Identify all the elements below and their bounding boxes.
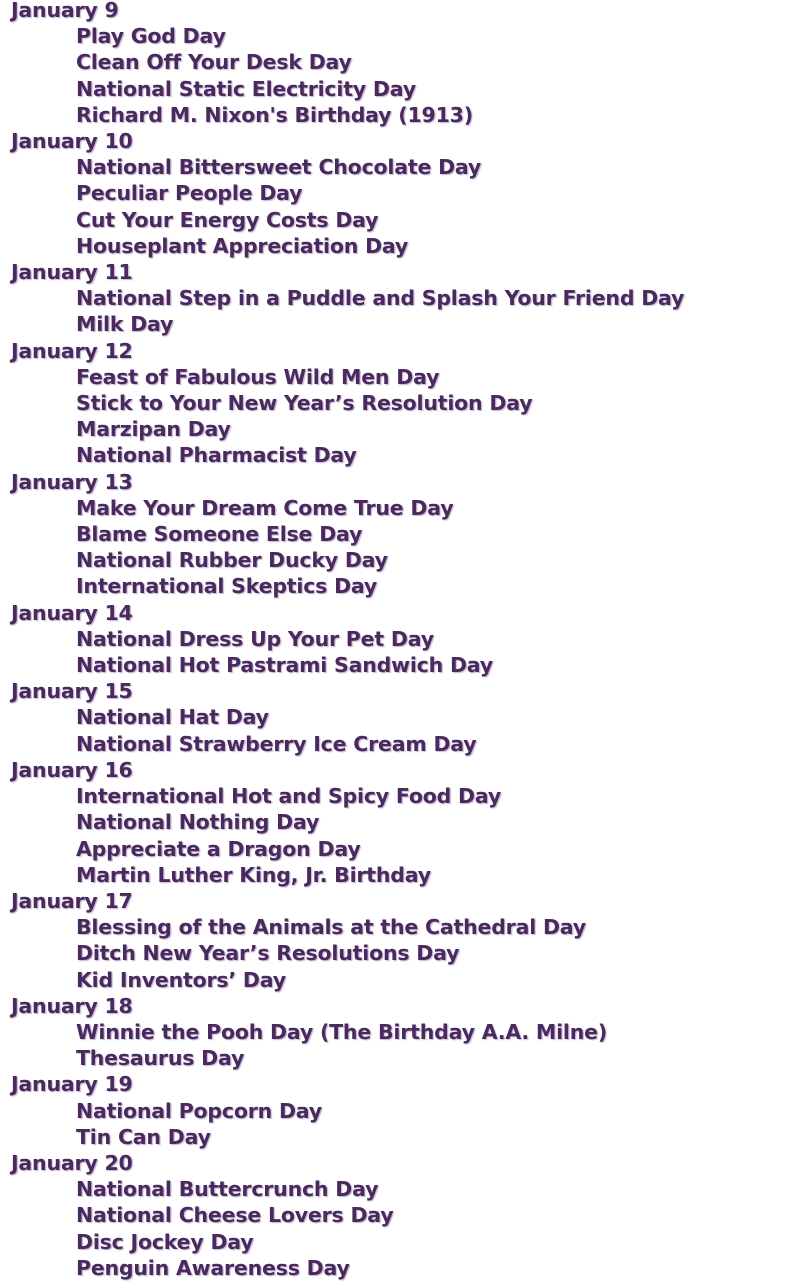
observance-item: National Hat Day (76, 705, 269, 730)
observance-item: Blessing of the Animals at the Cathedral Day (76, 915, 586, 940)
observance-list (11, 704, 791, 756)
day-group (11, 338, 791, 469)
day-group (11, 469, 791, 600)
observance-item: Thesaurus Day (76, 1046, 245, 1071)
observance-item: Clean Off Your Desk Day (76, 50, 352, 75)
observance-item: National Static Electricity Day (76, 76, 416, 101)
observance-item: National Hot Pastrami Sandwich Day (76, 653, 493, 678)
observance-item: National Dress Up Your Pet Day (76, 626, 434, 651)
observance-item: Feast of Fabulous Wild Men Day (76, 364, 440, 389)
observance-list (11, 626, 791, 678)
day-heading: January 20 (11, 1150, 133, 1175)
observance-item: Make Your Dream Come True Day (76, 495, 454, 520)
observance-item: Peculiar People Day (76, 181, 303, 206)
day-group (11, 757, 791, 888)
observance-list (11, 1176, 791, 1281)
observance-list (11, 495, 791, 600)
observance-item: National Popcorn Day (76, 1098, 322, 1123)
day-group (11, 888, 791, 993)
observance-item: Play God Day (76, 24, 226, 49)
observance-list (11, 914, 791, 993)
day-group (11, 678, 791, 757)
day-group (11, 1071, 791, 1150)
observance-list (11, 154, 791, 259)
day-group (11, 600, 791, 679)
observance-item: Tin Can Day (76, 1124, 211, 1149)
day-heading: January 13 (11, 469, 133, 494)
observance-item: Richard M. Nixon's Birthday (1913) (76, 102, 473, 127)
day-group (11, 1150, 791, 1281)
day-heading: January 9 (11, 0, 119, 22)
observance-item: National Cheese Lovers Day (76, 1203, 394, 1228)
observance-item: Martin Luther King, Jr. Birthday (76, 862, 431, 887)
day-heading: January 17 (11, 888, 133, 913)
day-group (11, 993, 791, 1072)
observance-list (11, 1098, 791, 1150)
observance-item: Houseplant Appreciation Day (76, 233, 409, 258)
observance-item: Marzipan Day (76, 417, 231, 442)
day-heading: January 19 (11, 1072, 133, 1097)
observance-item: Disc Jockey Day (76, 1229, 254, 1254)
observance-list (11, 23, 791, 128)
day-heading: January 11 (11, 260, 133, 285)
observance-item: National Rubber Ducky Day (76, 548, 388, 573)
observance-item: Ditch New Year’s Resolutions Day (76, 941, 460, 966)
observance-item: National Strawberry Ice Cream Day (76, 731, 477, 756)
observance-item: Milk Day (76, 312, 174, 337)
observance-item: Cut Your Energy Costs Day (76, 207, 379, 232)
day-group (11, 128, 791, 259)
day-heading: January 10 (11, 129, 133, 154)
observance-list (11, 364, 791, 469)
observance-item: International Hot and Spicy Food Day (76, 784, 502, 809)
observance-item: Appreciate a Dragon Day (76, 836, 361, 861)
day-heading: January 16 (11, 757, 133, 782)
observance-item: Blame Someone Else Day (76, 522, 363, 547)
observance-item: National Bittersweet Chocolate Day (76, 155, 482, 180)
observance-item: Winnie the Pooh Day (The Birthday A.A. Milne) (76, 1019, 608, 1044)
holiday-list (11, 0, 791, 1281)
observance-item: Stick to Your New Year’s Resolution Day (76, 391, 533, 416)
observance-item: International Skeptics Day (76, 574, 378, 599)
day-heading: January 15 (11, 679, 133, 704)
day-heading: January 12 (11, 338, 133, 363)
observance-item: Penguin Awareness Day (76, 1255, 350, 1280)
day-group (11, 0, 791, 128)
day-heading: January 14 (11, 600, 133, 625)
observance-item: National Step in a Puddle and Splash Your Friend Day (76, 286, 685, 311)
observance-item: National Pharmacist Day (76, 443, 357, 468)
day-group (11, 259, 791, 338)
observance-item: Kid Inventors’ Day (76, 967, 286, 992)
observance-list (11, 1019, 791, 1071)
observance-list (11, 783, 791, 888)
observance-item: National Buttercrunch Day (76, 1177, 379, 1202)
observance-list (11, 285, 791, 337)
observance-item: National Nothing Day (76, 810, 320, 835)
day-heading: January 18 (11, 993, 133, 1018)
